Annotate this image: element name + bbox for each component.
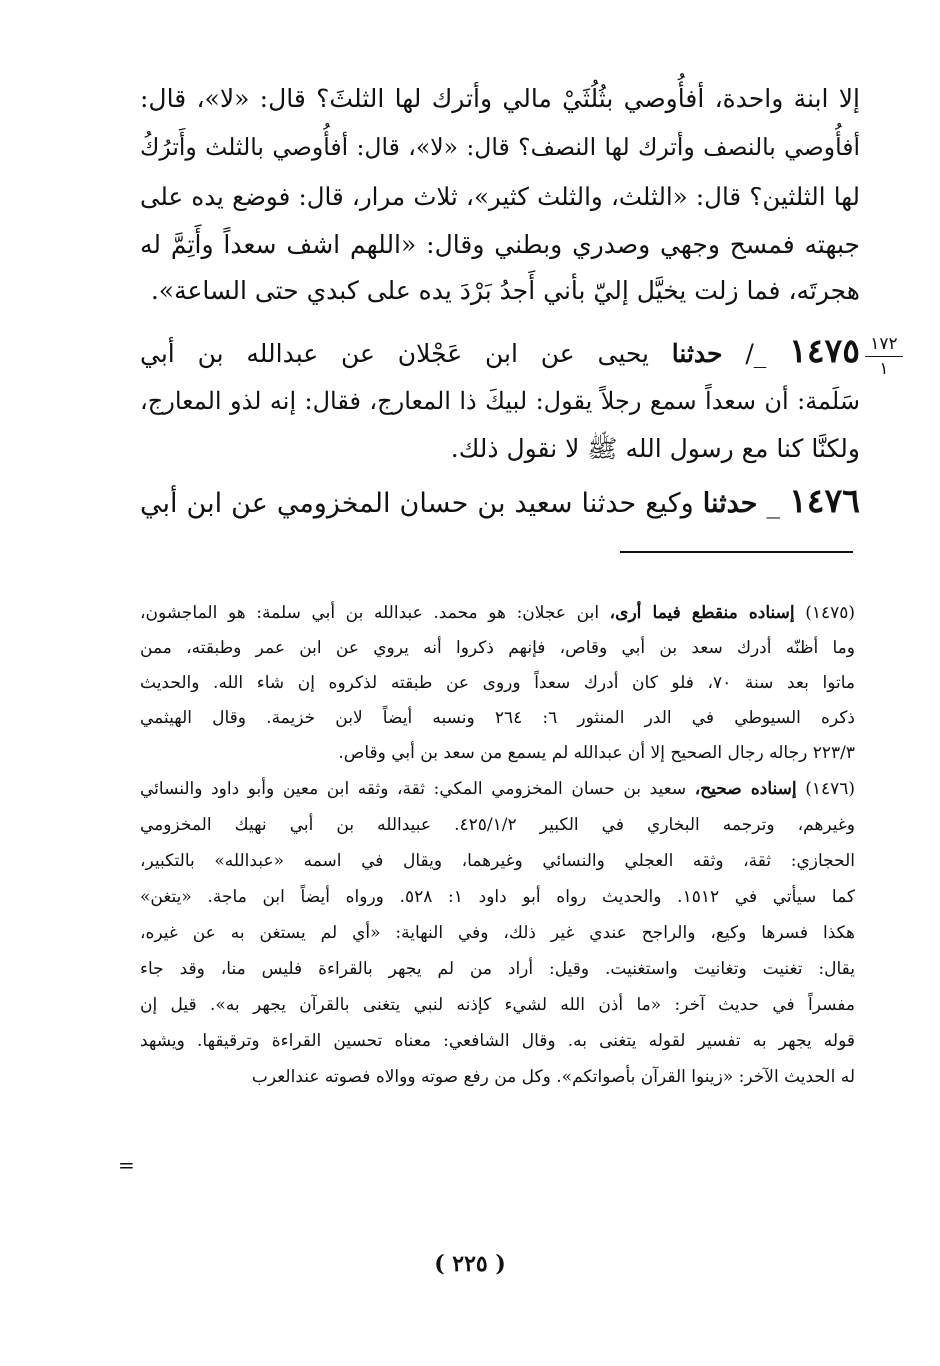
footnote-1476-line-5: هكذا فسرها وكيع، والراجح عندي غير ذلك، وفي النهاية: «أي لم يستغن به عن غيره، bbox=[140, 923, 855, 943]
footnote-divider bbox=[620, 551, 853, 553]
footnote-1476-number: (١٤٧٦) bbox=[805, 779, 856, 799]
main-line-2: أفأُوصي بالنصف وأترك لها النصف؟ قال: «لا»، قال: أفأُوصي بالثلث وأَترُكُ bbox=[140, 133, 860, 161]
margin-ref-top: ١٧٢ bbox=[870, 334, 898, 354]
footnote-1475-line-1 bbox=[140, 598, 855, 628]
main-line-5: هجرتَه، فما زلت يخيَّل إليّ بأني أَجدُ بَرْدَ يده على كبدي حتى الساعة». bbox=[150, 276, 860, 305]
hadith-1475-line-3: ولكنَّا كنا مع رسول الله ﷺ لا نقول ذلك. bbox=[450, 434, 860, 463]
margin-reference bbox=[862, 333, 906, 380]
footnote-1475-line-2: وما أظنّه أدرك سعد بن أبي وقاص، فإنهم ذكروا أنه يروي عن ابن عمر وطبقته، ممن bbox=[140, 638, 855, 658]
hadith-1476-line-1 bbox=[140, 482, 860, 523]
page-number: ( ٢٢٥ ) bbox=[434, 1251, 506, 1277]
hadith-1475-number: ١٤٧٥ bbox=[789, 331, 860, 370]
hadith-1476-haddathana: حدثنا bbox=[702, 488, 758, 519]
footnote-1475-line-5: ٢٢٣/٣ رجاله رجال الصحيح إلا أن عبدالله لم يسمع من سعد بن أبي وقاص. bbox=[338, 743, 855, 763]
footnote-1476-line-8: قوله يجهر به تفسير لقوله يتغنى به. وقال الشافعي: معناه تحسين القراءة وترقيقها. ويشهد bbox=[140, 1031, 855, 1051]
footnote-1475-number: (١٤٧٥) bbox=[805, 603, 856, 623]
hadith-1475-text: يحيى عن ابن عَجْلان عن عبدالله بن أبي bbox=[140, 339, 649, 368]
footnote-1475-line-4: ذكره السيوطي في الدر المنثور ٦: ٢٦٤ ونسبه أيضاً لابن خزيمة. وقال الهيثمي bbox=[140, 708, 855, 728]
hadith-1476-text: وكيع حدثنا سعيد بن حسان المخزومي عن ابن أبي bbox=[140, 488, 694, 519]
hadith-1475-line-2: سَلَمة: أن سعداً سمع رجلاً يقول: لبيكَ ذا المعارج، فقال: إنه لذو المعارج، bbox=[140, 387, 860, 415]
footnote-1476-line-4: كما سيأتي في ١٥١٢. والحديث رواه أبو داود ١: ٥٢٨. ورواه أيضاً ابن ماجة. «يتغن» bbox=[140, 887, 855, 907]
main-line-1: إلا ابنة واحدة، أفأُوصي بثُلُثَيْ مالي وأترك لها الثلثَ؟ قال: «لا»، قال: bbox=[140, 84, 860, 113]
footnote-1476-line-3: الحجازي: ثقة، وثقه العجلي والنسائي وغيرهما، ويقال في اسمه «عبدالله» بالتكبير، bbox=[140, 851, 855, 871]
footnote-1476-line-1 bbox=[140, 774, 855, 804]
footnote-1476-line-9: له الحديث الآخر: «زينوا القرآن بأصواتكم». وكل من رفع صوته ووالاه فصوته عندالعرب bbox=[251, 1067, 855, 1087]
footnote-1476-line-6: يقال: تغنيت وتغانيت واستغنيت. وقيل: أراد من لم يجهر بالقراءة فليس منا، وقد جاء bbox=[140, 959, 855, 979]
margin-ref-bottom: ١ bbox=[879, 359, 889, 379]
hadith-1476-marker: _ bbox=[766, 488, 781, 519]
hadith-1475-line-1 bbox=[140, 332, 860, 373]
hadith-1475-haddathana: حدثنا bbox=[671, 339, 723, 368]
hadith-1476-number: ١٤٧٦ bbox=[789, 481, 860, 520]
main-line-4: جبهته فمسح وجهي وصدري وبطني وقال: «اللهم اشف سعداً وأَتِمَّ له bbox=[140, 230, 860, 259]
footnote-1476-grade: إسناده صحيح، bbox=[694, 779, 797, 799]
footnote-1475-text: ابن عجلان: هو محمد. عبدالله بن أبي سلمة: هو الماجشون، bbox=[140, 603, 600, 623]
footnote-1476-text: سعيد بن حسان المخزومي المكي: ثقة، وثقه ابن معين وأبو داود والنسائي bbox=[140, 779, 687, 799]
footnote-1476-line-2: وغيرهم، وترجمه البخاري في الكبير ٤٢٥/١/٢. عبيدالله بن أبي نهيك المخزومي bbox=[140, 815, 855, 835]
footnote-1475-line-3: ماتوا بعد سنة ٧٠، فلو كان أدرك سعداً وروى عن طبقته لذكروه إن شاء الله. والحديث bbox=[140, 673, 855, 693]
hadith-1475-marker: _/ bbox=[745, 339, 767, 368]
main-line-3: لها الثلثين؟ قال: «الثلث، والثلث كثير»، ثلاث مرار، قال: فوضع يده على bbox=[140, 182, 860, 211]
margin-ref-rule bbox=[865, 356, 903, 357]
footnote-1476-line-7: مفسراً في حديث آخر: «ما أذن الله لشيء كإذنه لنبي يتغنى بالقرآن يجهر به». قيل إن bbox=[140, 995, 855, 1015]
continuation-mark: = bbox=[118, 1153, 135, 1177]
footnote-1475-grade: إسناده منقطع فيما أرى، bbox=[609, 603, 795, 623]
